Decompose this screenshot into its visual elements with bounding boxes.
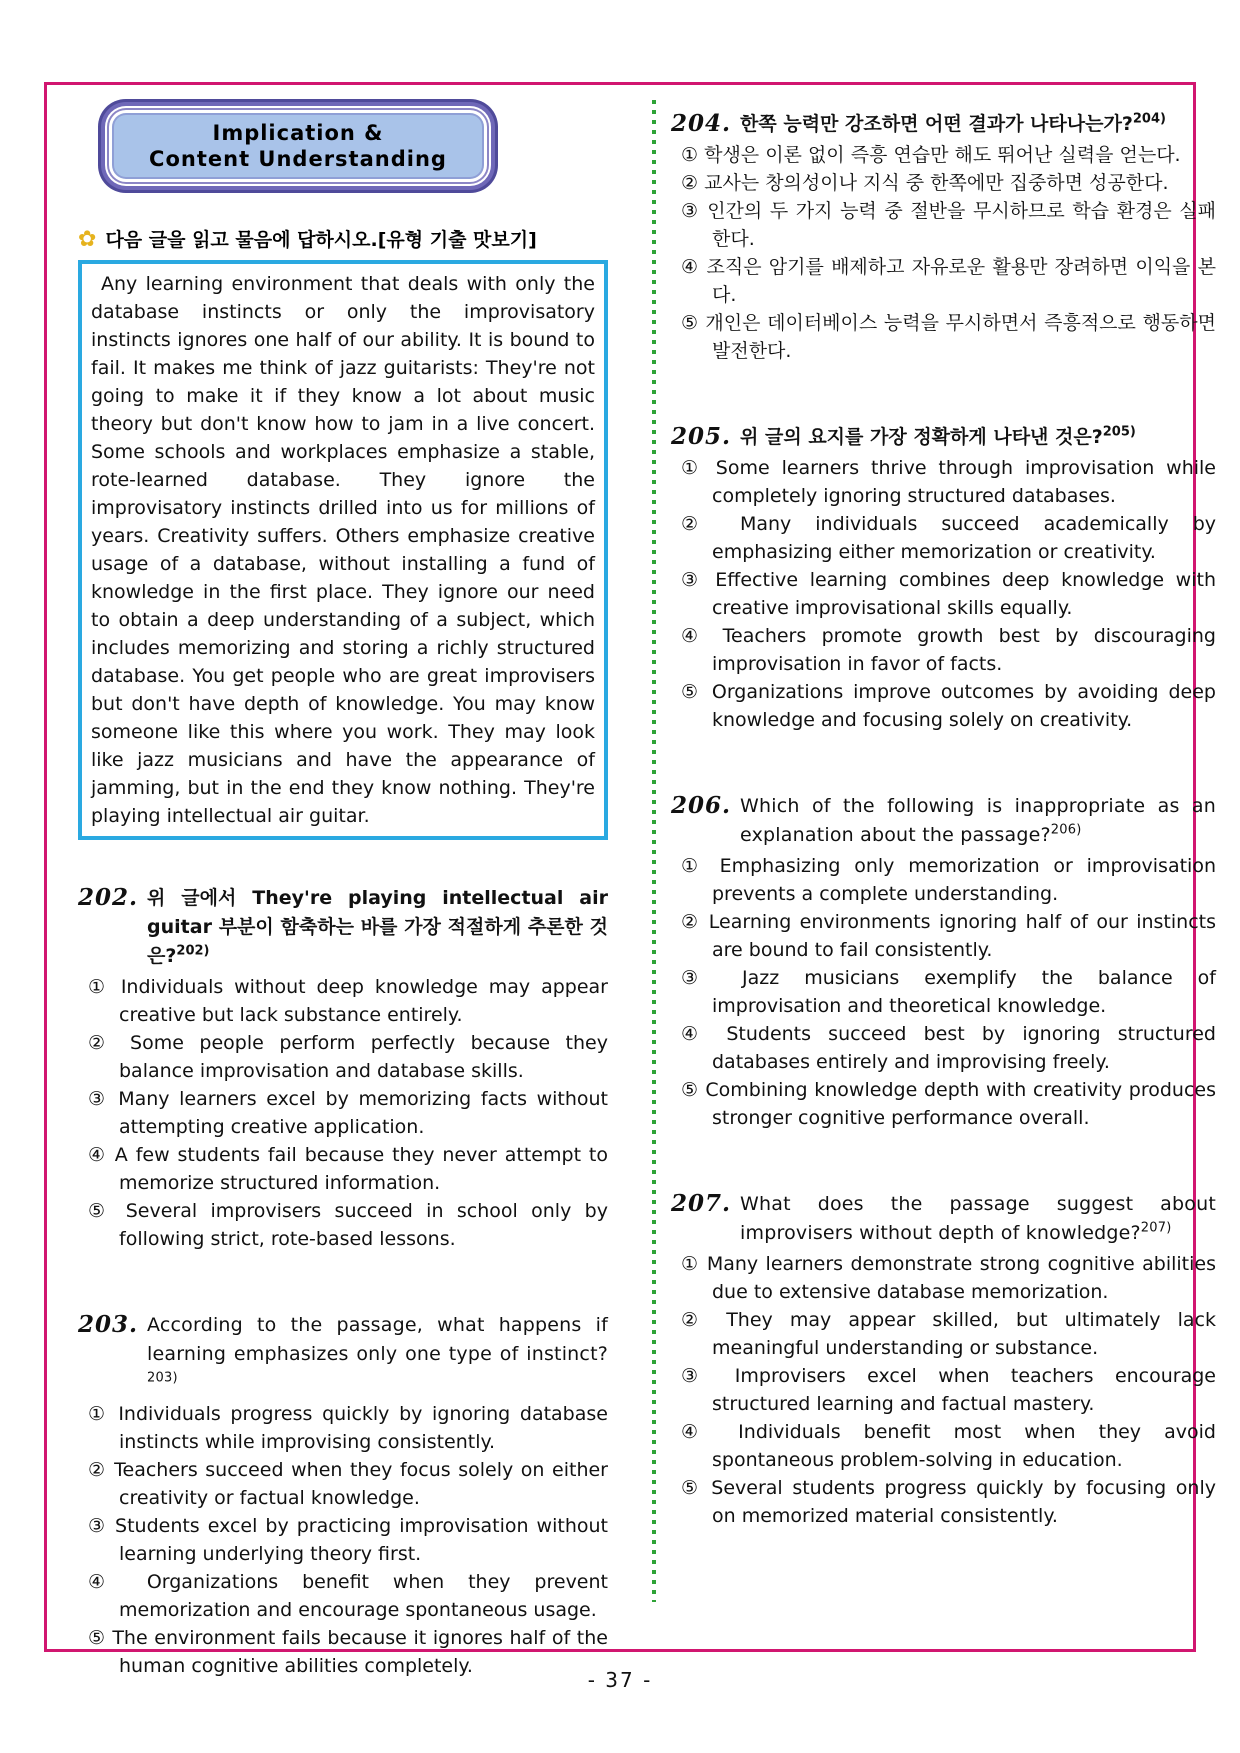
option-marker: ① bbox=[681, 1253, 700, 1275]
question-stem bbox=[740, 792, 1216, 850]
option-marker: ① bbox=[88, 1403, 109, 1425]
question-stem-text: 위 글에서 They're playing intellectual air guitar 부분이 함축하는 바를 가장 적절하게 추론한 것은? bbox=[147, 887, 608, 967]
question-head bbox=[671, 110, 1216, 139]
question-footnote-ref: 207) bbox=[1140, 1220, 1172, 1236]
option-text: Combining knowledge depth with creativity produces stronger cognitive performance overall. bbox=[705, 1079, 1216, 1129]
option-1 bbox=[671, 852, 1216, 908]
option-1 bbox=[671, 141, 1216, 169]
option-4 bbox=[671, 1020, 1216, 1076]
option-text: 개인은 데이터베이스 능력을 무시하면서 즉흥적으로 행동하면 발전한다. bbox=[705, 312, 1216, 362]
option-4 bbox=[671, 622, 1216, 678]
option-text: Learning environments ignoring half of our instincts are bound to fail consistently. bbox=[708, 911, 1216, 961]
question-head bbox=[671, 1190, 1216, 1248]
question-stem bbox=[740, 423, 1216, 452]
option-text: Organizations improve outcomes by avoiding deep knowledge and focusing solely on creativity. bbox=[711, 681, 1216, 731]
options-list bbox=[78, 973, 608, 1253]
option-marker: ③ bbox=[681, 569, 704, 591]
option-1 bbox=[671, 454, 1216, 510]
option-marker: ⑤ bbox=[681, 312, 699, 334]
option-text: 학생은 이론 없이 즉흥 연습만 해도 뛰어난 실력을 얻는다. bbox=[704, 144, 1181, 166]
question-stem bbox=[147, 884, 608, 971]
option-text: Students succeed best by ignoring structured databases entirely and improvising freely. bbox=[712, 1023, 1216, 1073]
option-marker: ① bbox=[681, 855, 706, 877]
option-text: Teachers succeed when they focus solely on either creativity or factual knowledge. bbox=[114, 1459, 608, 1509]
option-marker: ⑤ bbox=[88, 1627, 106, 1649]
option-3 bbox=[78, 1085, 608, 1141]
option-2 bbox=[671, 169, 1216, 197]
question-205 bbox=[671, 423, 1216, 734]
question-204 bbox=[671, 110, 1216, 365]
option-4 bbox=[78, 1141, 608, 1197]
option-1 bbox=[78, 1400, 608, 1456]
option-marker: ② bbox=[88, 1459, 107, 1481]
question-stem-text: Which of the following is inappropriate as an explanation about the passage? bbox=[740, 795, 1216, 846]
question-number: 207. bbox=[671, 1190, 732, 1217]
option-text: Emphasizing only memorization or improvisation prevents a complete understanding. bbox=[712, 855, 1216, 905]
question-206 bbox=[671, 792, 1216, 1132]
option-1 bbox=[671, 1250, 1216, 1306]
question-number: 203. bbox=[78, 1311, 139, 1338]
option-text: Effective learning combines deep knowledge with creative improvisational skills equally. bbox=[712, 569, 1216, 619]
option-text: Many learners demonstrate strong cognitive abilities due to extensive database memorization. bbox=[706, 1253, 1216, 1303]
question-number: 205. bbox=[671, 423, 732, 450]
option-2 bbox=[671, 908, 1216, 964]
option-text: 교사는 창의성이나 지식 중 한쪽에만 집중하면 성공한다. bbox=[704, 172, 1169, 194]
option-marker: ④ bbox=[88, 1144, 107, 1166]
option-text: Many individuals succeed academically by emphasizing either memorization or creativity. bbox=[712, 513, 1216, 563]
question-stem bbox=[740, 110, 1216, 139]
column-divider bbox=[652, 100, 656, 1602]
option-marker: ① bbox=[681, 457, 704, 479]
passage-text: Any learning environment that deals with only the database instincts or only the improvisatory instincts ignores one half of our ability. It is bound to fail. It makes me think of jazz guitarists: They're not going to make it if they know a lot about music theory but don't know how to jam in a live concert. Some schools and workplaces emphasize a stable, rote-learned database. They ignore the improvisatory instincts drilled into us for millions of years. Creativity suffers. Others emphasize creative usage of a database, without installing a fund of knowledge in the first place. They ignore our need to obtain a deep understanding of a subject, which includes memorizing and storing a richly structured database. You get people who are great improvisers but don't have depth of knowledge. You may know someone like this where you work. They may look like jazz musicians and have the appearance of jamming, but in the end they know nothing. They're playing intellectual air guitar. bbox=[91, 273, 595, 827]
question-footnote-ref: 205) bbox=[1102, 424, 1136, 440]
option-marker: ④ bbox=[88, 1571, 123, 1593]
option-text: Jazz musicians exemplify the balance of improvisation and theoretical knowledge. bbox=[712, 967, 1216, 1017]
passage-box bbox=[78, 260, 608, 840]
question-footnote-ref: 206) bbox=[1050, 822, 1082, 838]
question-head bbox=[78, 884, 608, 971]
option-text: Improvisers excel when teachers encourage structured learning and factual mastery. bbox=[712, 1365, 1216, 1415]
option-marker: ④ bbox=[681, 1023, 710, 1045]
question-head bbox=[671, 792, 1216, 850]
option-marker: ⑤ bbox=[681, 1079, 699, 1101]
option-marker: ③ bbox=[88, 1515, 107, 1537]
question-202 bbox=[78, 884, 608, 1253]
option-text: Individuals progress quickly by ignoring database instincts while improvising consistently. bbox=[118, 1403, 608, 1453]
option-1 bbox=[78, 973, 608, 1029]
option-marker: ④ bbox=[681, 1421, 716, 1443]
question-stem-text: 한쪽 능력만 강조하면 어떤 결과가 나타나는가? bbox=[740, 113, 1133, 135]
option-marker: ③ bbox=[681, 200, 700, 222]
question-stem-text: 위 글의 요지를 가장 정확하게 나타낸 것은? bbox=[740, 426, 1103, 448]
option-marker: ③ bbox=[681, 967, 717, 989]
question-stem bbox=[147, 1311, 608, 1398]
option-4 bbox=[78, 1568, 608, 1624]
question-head bbox=[671, 423, 1216, 452]
option-marker: ⑤ bbox=[681, 681, 702, 703]
option-3 bbox=[671, 1362, 1216, 1418]
question-footnote-ref: 202) bbox=[176, 943, 210, 959]
options-list bbox=[671, 454, 1216, 734]
option-4 bbox=[671, 253, 1216, 309]
option-3 bbox=[671, 197, 1216, 253]
option-text: Teachers promote growth best by discouraging improvisation in favor of facts. bbox=[712, 625, 1216, 675]
option-marker: ② bbox=[681, 911, 701, 933]
question-207 bbox=[671, 1190, 1216, 1530]
option-2 bbox=[78, 1456, 608, 1512]
section-badge bbox=[95, 115, 501, 177]
question-head bbox=[78, 1311, 608, 1398]
badge-title-line2: Content Understanding bbox=[149, 147, 447, 171]
option-marker: ① bbox=[681, 144, 699, 166]
page-number: - 37 - bbox=[587, 1668, 653, 1692]
question-footnote-ref: 204) bbox=[1132, 111, 1166, 127]
option-marker: ② bbox=[681, 172, 699, 194]
option-5 bbox=[671, 1474, 1216, 1530]
option-marker: ② bbox=[88, 1032, 115, 1054]
question-number: 206. bbox=[671, 792, 732, 819]
option-text: Some people perform perfectly because they balance improvisation and database skills. bbox=[119, 1032, 608, 1082]
options-list bbox=[671, 141, 1216, 365]
option-2 bbox=[671, 1306, 1216, 1362]
right-column bbox=[671, 96, 1216, 1530]
option-5 bbox=[671, 309, 1216, 365]
option-text: A few students fail because they never attempt to memorize structured information. bbox=[114, 1144, 608, 1194]
question-number: 204. bbox=[671, 110, 732, 137]
question-number: 202. bbox=[78, 884, 139, 911]
options-list bbox=[671, 1250, 1216, 1530]
options-list bbox=[671, 852, 1216, 1132]
question-203 bbox=[78, 1311, 608, 1680]
option-5 bbox=[78, 1197, 608, 1253]
option-5 bbox=[671, 1076, 1216, 1132]
option-4 bbox=[671, 1418, 1216, 1474]
option-marker: ④ bbox=[681, 256, 700, 278]
left-column bbox=[78, 96, 608, 1680]
option-text: Individuals benefit most when they avoid spontaneous problem-solving in education. bbox=[712, 1421, 1216, 1471]
option-text: Individuals without deep knowledge may appear creative but lack substance entirely. bbox=[119, 976, 608, 1026]
option-text: The environment fails because it ignores half of the human cognitive abilities completely. bbox=[112, 1627, 608, 1677]
option-marker: ⑤ bbox=[88, 1200, 113, 1222]
option-text: Organizations benefit when they prevent memorization and encourage spontaneous usage. bbox=[119, 1571, 608, 1621]
page-content bbox=[78, 96, 1216, 1680]
option-marker: ② bbox=[681, 1309, 710, 1331]
flower-icon: ✿ bbox=[78, 227, 97, 252]
question-stem bbox=[740, 1190, 1216, 1248]
option-marker: ③ bbox=[88, 1088, 109, 1110]
option-marker: ① bbox=[88, 976, 110, 998]
question-stem-text: What does the passage suggest about improvisers without depth of knowledge? bbox=[740, 1193, 1216, 1244]
instruction-text: 다음 글을 읽고 물음에 답하시오.[유형 기출 맛보기] bbox=[105, 229, 537, 251]
section-badge-title bbox=[114, 115, 482, 177]
option-3 bbox=[78, 1512, 608, 1568]
option-text: Several students progress quickly by focusing only on memorized material consistently. bbox=[711, 1477, 1216, 1527]
option-text: Students excel by practicing improvisation without learning underlying theory first. bbox=[115, 1515, 608, 1565]
option-3 bbox=[671, 964, 1216, 1020]
question-footnote-ref: 203) bbox=[147, 1370, 178, 1386]
option-text: They may appear skilled, but ultimately lack meaningful understanding or substance. bbox=[712, 1309, 1216, 1359]
option-marker: ④ bbox=[681, 625, 708, 647]
option-marker: ⑤ bbox=[681, 1477, 702, 1499]
option-text: Several improvisers succeed in school only by following strict, rote-based lessons. bbox=[119, 1200, 608, 1250]
option-marker: ② bbox=[681, 513, 716, 535]
option-text: Some learners thrive through improvisation while completely ignoring structured databases. bbox=[712, 457, 1216, 507]
badge-title-line1: Implication & bbox=[212, 121, 384, 145]
options-list bbox=[78, 1400, 608, 1680]
option-3 bbox=[671, 566, 1216, 622]
option-2 bbox=[78, 1029, 608, 1085]
option-text: Many learners excel by memorizing facts without attempting creative application. bbox=[118, 1088, 608, 1138]
question-stem-text: According to the passage, what happens if learning emphasizes only one type of instinct? bbox=[147, 1314, 608, 1365]
option-text: 조직은 암기를 배제하고 자유로운 활용만 장려하면 이익을 본다. bbox=[706, 256, 1216, 306]
option-2 bbox=[671, 510, 1216, 566]
option-5 bbox=[671, 678, 1216, 734]
instruction-line bbox=[78, 226, 608, 254]
option-text: 인간의 두 가지 능력 중 절반을 무시하므로 학습 환경은 실패한다. bbox=[707, 200, 1216, 250]
option-marker: ③ bbox=[681, 1365, 714, 1387]
